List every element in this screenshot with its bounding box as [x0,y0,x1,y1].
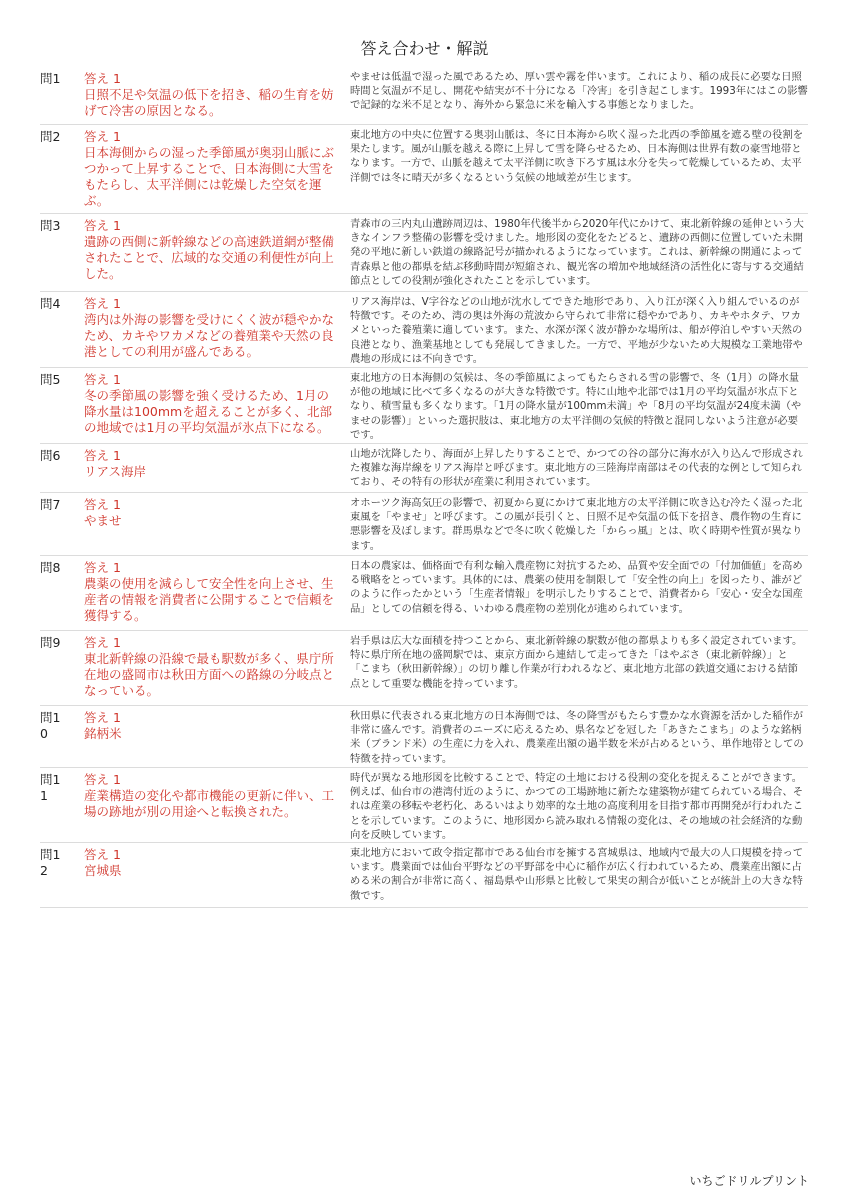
question-number: 問11 [40,772,61,803]
explanation-text: 青森市の三内丸山遺跡周辺は、1980年代後半から2020年代にかけて、東北新幹線の延伸という大きなインフラ整備の影響を受けました。地形図の変化をたどると、遺跡の西側に位置していた未開発の平地に新しい鉄道の線路記号が描かれるようになっています。これは、新幹線の開通によって青森県と他の都県を結ぶ移動時間が短縮され、観光客の増加や地域経済の活性化に寄与する交通結節点としての役割が強化されたことを示しています。 [350,218,804,287]
answer-text: 農薬の使用を減らして安全性を向上させ、生産者の情報を消費者に公開することで信頼を獲得する。 [84,576,335,623]
qa-row [40,125,808,214]
explanation-text: 東北地方の中央に位置する奥羽山脈は、冬に日本海から吹く湿った北西の季節風を遮る壁の役割を果たします。風が山脈を越える際に上昇して雪を降らせるため、日本海側は世界有数の豪雪地帯となります。一方で、山脈を越えて太平洋側に吹き下ろす風は水分を失って乾燥しているため、太平洋側では冬に晴天が多くなるという気候の地域差が生じます。 [350,129,804,184]
answer-block [84,768,334,842]
question-number: 問8 [40,560,61,575]
answer-label: 答え 1 [84,560,121,575]
question-number: 問7 [40,497,61,512]
explanation-text: 山地が沈降したり、海面が上昇したりすることで、かつての谷の部分に海水が入り込んで形成された複雑な海岸線をリアス海岸と呼びます。東北地方の三陸海岸南部はその代表的な例として知られており、その特有の形状が産業に利用されています。 [350,448,803,489]
answer-block [84,368,334,443]
answer-label: 答え 1 [84,772,121,787]
answer-block [84,631,334,705]
answer-label: 答え 1 [84,71,121,86]
question-number: 問10 [40,710,61,741]
answer-text: リアス海岸 [84,464,147,479]
qa-row [40,556,808,631]
question-number: 問4 [40,296,61,311]
explanation-text: 日本の農家は、価格面で有利な輸入農産物に対抗するため、品質や安全面での「付加価値」を高める戦略をとっています。具体的には、農薬の使用を制限して「安全性の向上」を図ったり、誰がどのように作ったかという「生産者情報」を明示したりすることで、消費者から「安心・安全な国産品」としての信頼を得る、いわゆる農産物の差別化が進められています。 [350,560,803,615]
answer-block [84,556,334,630]
answer-text: 湾内は外海の影響を受けにくく波が穏やかなため、カキやワカメなどの養殖業や天然の良港としての利用が盛んである。 [84,312,335,359]
answer-text: やませ [84,513,122,528]
answer-block [84,444,334,492]
answer-label: 答え 1 [84,497,121,512]
answer-text: 日本海側からの湿った季節風が奥羽山脈にぶつかって上昇することで、日本海側に大雪をもたらし、太平洋側には乾燥した空気を運ぶ。 [84,145,335,208]
answer-text: 遺跡の西側に新幹線などの高速鉄道網が整備されたことで、広域的な交通の利便性が向上した。 [84,234,335,281]
answer-label: 答え 1 [84,847,121,862]
explanation-text: やませは低温で湿った風であるため、厚い雲や霧を伴います。これにより、稲の成長に必要な日照時間と気温が不足し、開花や結実が不十分になる「冷害」を引き起こします。1993年にはこの影響で記録的な米不足となり、海外から緊急に米を輸入する事態となりました。 [350,71,808,112]
explanation-text: 東北地方において政令指定都市である仙台市を擁する宮城県は、地域内で最大の人口規模を持っています。農業面では仙台平野などの平野部を中心に稲作が広く行われているため、農業産出額に占める米の割合が非常に高く、福島県や山形県と比較して果実の割合が低いことが統計上の大きな特徴です。 [350,847,804,902]
qa-list [40,67,808,908]
answer-block [84,125,334,213]
question-number: 問5 [40,372,61,387]
answer-block [84,843,334,907]
answer-block [84,214,334,291]
qa-row [40,493,808,556]
answer-text: 産業構造の変化や都市機能の更新に伴い、工場の跡地が別の用途へと転換された。 [84,788,335,819]
question-number: 問12 [40,847,61,878]
answer-label: 答え 1 [84,218,121,233]
answer-text: 冬の季節風の影響を強く受けるため、1月の降水量は100mmを超えることが多く、北部の地域では1月の平均気温が氷点下になる。 [84,388,332,435]
explanation-text: 秋田県に代表される東北地方の日本海側では、冬の降雪がもたらす豊かな水資源を活かした稲作が非常に盛んです。消費者のニーズに応えるため、県名などを冠した「あきたこまち」のような銘柄米（ブランド米）の生産に力を入れ、農業産出額の過半数を米が占めるという、単作地帯としての特徴を持っています。 [350,710,804,765]
answer-label: 答え 1 [84,372,121,387]
footer-brand: いちごドリルプリント [689,1174,809,1188]
question-number: 問1 [40,71,61,86]
qa-row [40,768,808,843]
answer-block [84,292,334,367]
explanation-text: 東北地方の日本海側の気候は、冬の季節風によってもたらされる雪の影響で、冬（1月）の降水量が他の地域に比べて多くなるのが大きな特徴です。特に山地や北部では1月の平均気温が氷点下となり、積雪量も多くなります。「1月の降水量が100mm未満」や「8月の平均気温が24度未満（やませの影響）」といった選択肢は、東北地方の太平洋側の気候的特徴と混同しないよう注意が必要です。 [350,372,802,441]
qa-row [40,631,808,706]
explanation-text: リアス海岸は、V字谷などの山地が沈水してできた地形であり、入り江が深く入り組んでいるのが特徴です。そのため、湾の奥は外海の荒波から守られて非常に穏やかであり、カキやホタテ、ワカメといった養殖業に適しています。また、水深が深く波が静かな場所は、船が停泊しやすい天然の良港となり、漁業基地としても発展してきました。一方で、平地が少ないため大規模な工業地帯や農地の形成には不向きです。 [350,296,803,365]
qa-row [40,214,808,292]
answer-text: 日照不足や気温の低下を招き、稲の生育を妨げて冷害の原因となる。 [84,87,334,118]
explanation-text: 岩手県は広大な面積を持つことから、東北新幹線の駅数が他の都県よりも多く設定されています。特に県庁所在地の盛岡駅では、東京方面から連結して走ってきた「はやぶさ（東北新幹線）」と「こまち（秋田新幹線）」の切り離し作業が行われるなど、東北地方北部の鉄道交通における結節点として重要な機能を持っています。 [350,635,803,690]
page-title: 答え合わせ・解説 [360,39,489,58]
qa-row [40,292,808,368]
qa-row [40,444,808,493]
answer-block [84,67,334,124]
answer-label: 答え 1 [84,129,121,144]
answer-block [84,493,334,555]
question-number: 問3 [40,218,61,233]
answer-text: 銘柄米 [84,726,122,741]
qa-row [40,368,808,444]
qa-row [40,706,808,768]
explanation-text: オホーツク海高気圧の影響で、初夏から夏にかけて東北地方の太平洋側に吹き込む冷たく湿った北東風を「やませ」と呼びます。この風が長引くと、日照不足や気温の低下を招き、農作物の生育に悪影響を及ぼします。群馬県などで冬に吹く乾燥した「からっ風」とは、吹く時期や性質が異なります。 [350,497,803,552]
question-number: 問9 [40,635,61,650]
answer-text: 宮城県 [84,863,122,878]
answer-label: 答え 1 [84,710,121,725]
answer-text: 東北新幹線の沿線で最も駅数が多く、県庁所在地の盛岡市は秋田方面への路線の分岐点となっている。 [84,651,335,698]
question-number: 問2 [40,129,61,144]
answer-label: 答え 1 [84,296,121,311]
question-number: 問6 [40,448,61,463]
qa-row [40,843,808,908]
answer-block [84,706,334,767]
explanation-text: 時代が異なる地形図を比較することで、特定の土地における役割の変化を捉えることができます。例えば、仙台市の港湾付近のように、かつての工場跡地に新たな建築物が建てられている場合、それは産業の移転や老朽化、あるいはより効率的な土地の高度利用を目指す都市再開発が行われたことを示しています。このように、地形図から読み取れる情報の変化は、その地域の社会経済的な動向を反映しています。 [350,772,804,841]
answer-label: 答え 1 [84,635,121,650]
answer-label: 答え 1 [84,448,121,463]
qa-row [40,67,808,125]
